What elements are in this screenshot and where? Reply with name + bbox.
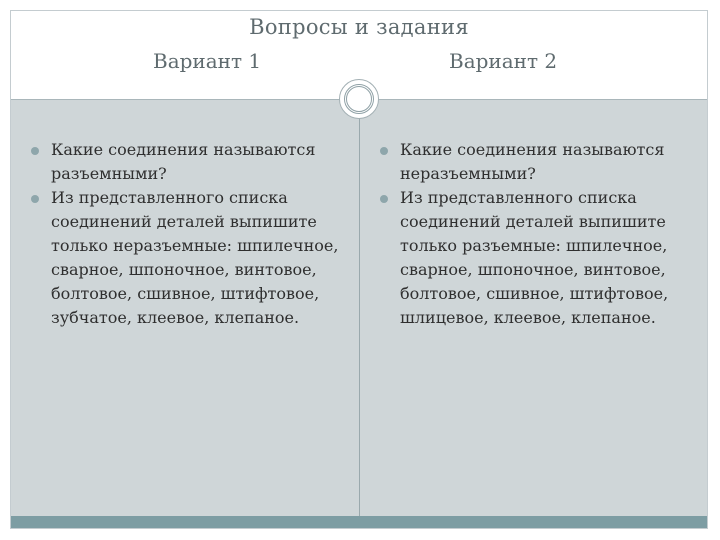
circle-ornament-inner — [344, 84, 374, 114]
variant-1-label: Вариант 1 — [153, 49, 262, 73]
variant-1-list — [29, 138, 359, 330]
list-item-text: Какие соединения называются разъемными? — [51, 140, 316, 183]
variant-2-list — [378, 138, 698, 330]
list-item-text: Из представленного списка соединений деталей выпишите только неразъемные: шпилечное, сварное, шпоночное, винтовое, болтовое, сшивное, штифтовое, зубчатое, клеевое, клепаное. — [51, 188, 339, 327]
footer-bar — [11, 516, 707, 528]
list-item — [29, 186, 359, 330]
variant-1-column — [29, 138, 359, 330]
column-divider — [359, 100, 360, 516]
content-area — [11, 100, 707, 516]
bullet-icon — [31, 147, 39, 155]
list-item — [378, 138, 698, 186]
variant-2-label: Вариант 2 — [449, 49, 558, 73]
slide — [10, 10, 708, 529]
bullet-icon — [31, 195, 39, 203]
list-item-text: Из представленного списка соединений деталей выпишите только разъемные: шпилечное, сварное, шпоночное, винтовое, болтовое, сшивное, штифтовое, шлицевое, клеевое, клепаное. — [400, 188, 669, 327]
list-item — [29, 138, 359, 186]
circle-ornament-icon — [339, 79, 379, 119]
slide-title: Вопросы и задания — [249, 15, 469, 39]
list-item — [378, 186, 698, 330]
bullet-icon — [380, 147, 388, 155]
list-item-text: Какие соединения называются неразъемными? — [400, 140, 665, 183]
variant-2-column — [378, 138, 698, 330]
bullet-icon — [380, 195, 388, 203]
